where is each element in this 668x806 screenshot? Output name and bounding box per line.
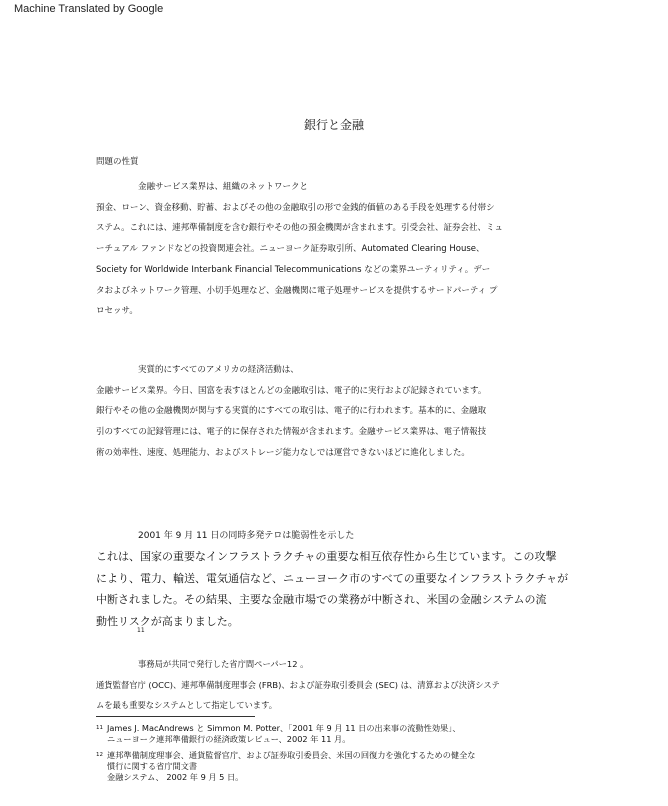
paragraph-line: 通貨監督官庁 (OCC)、連邦準備制度理事会 (FRB)、および証券取引委員会 (SEC) は、清算および決済システ (96, 679, 500, 690)
paragraph-line: により、電力、輸送、電気通信など、ニューヨーク市のすべての重要なインフラストラクチャが (96, 571, 569, 585)
paragraph-line: Society for Worldwide Interbank Financial Telecommunications などの業界ユーティリティ。デー (96, 264, 491, 275)
footnote-divider (96, 716, 255, 717)
footnote-line: ニューヨーク連邦準備銀行の経済政策レビュー、2002 年 11 月。 (107, 734, 351, 745)
paragraph-line: 事務局が共同で発行した省庁間ペーパー12 。 (138, 659, 309, 669)
paragraph-line: 金融サービス業界は、組織のネットワークと (138, 182, 309, 192)
paragraph-2 (96, 360, 556, 464)
paragraph-3-first-line: 2001 年 9 月 11 日の同時多発テロは脆弱性を示した (138, 531, 355, 541)
paragraph-line: ムを最も重要なシステムとして指定しています。 (96, 700, 278, 711)
paragraph-line: タおよびネットワーク管理、小切手処理など、金融機関に電子処理サービスを提供するサードパーティ プ (96, 285, 498, 296)
document-title: 銀行と金融 (303, 118, 364, 132)
paragraph-line: 中断されました。その結果、主要な金融市場での業務が中断され、米国の金融システムの流 (96, 593, 547, 606)
footnote-line: 慣行に関する省庁間文書 (107, 761, 198, 772)
paragraph-line: 術の効率性、速度、処理能力、およびストレージ能力なしでは運営できないほどに進化しました。 (96, 447, 470, 458)
footnote-number: 12 (96, 752, 103, 758)
section-heading: 問題の性質 (96, 157, 139, 167)
paragraph-3 (96, 546, 568, 632)
machine-translation-notice: Machine Translated by Google (14, 3, 164, 15)
footnote-number: 11 (96, 725, 103, 731)
footnote-11 (96, 723, 461, 745)
paragraph-4 (96, 654, 556, 716)
paragraph-line: 銀行やその他の金融機関が関与する実質的にすべての取引は、電子的に行われます。基本的に、金融取 (96, 406, 487, 417)
footnote-line: 金融システム、 2002 年 9 月 5 日。 (107, 772, 244, 783)
paragraph-line: 動性リスクが高まりました。 (96, 614, 239, 628)
footnote-line: 連邦準備制度理事会、通貨監督官庁、および証券取引委員会、米国の回復力を強化するための健全な (107, 750, 476, 760)
paragraph-line: 金融サービス業界。今日、国富を表すほとんどの金融取引は、電子的に実行および記録されています。 (96, 385, 487, 396)
paragraph-line: これは、国家の重要なインフラストラクチャの重要な相互依存性から生じています。この攻撃 (96, 550, 557, 563)
paragraph-1 (96, 177, 556, 322)
paragraph-line: ロセッサ。 (96, 306, 138, 317)
footnote-line: James J. MacAndrews と Simmon M. Potter、「2001 年 9 月 11 日の出来事の流動性効果」、 (107, 723, 461, 733)
paragraph-line: ーチュアル ファンドなどの投資関連会社。ニューヨーク証券取引所、Automated Clearing House、 (96, 244, 485, 255)
paragraph-line: ステム。これには、連邦準備制度を含む銀行やその他の預金機関が含まれます。引受会社、証券会社、ミュ (96, 223, 503, 234)
paragraph-line: 実質的にすべてのアメリカの経済活動は、 (138, 365, 299, 375)
paragraph-line: 引のすべての記録管理には、電子的に保存された情報が含まれます。金融サービス業界は、電子情報技 (96, 427, 487, 438)
footnote-marker: 11 (137, 627, 145, 634)
paragraph-line: 預金、ローン、資金移動、貯蓄、およびその他の金融取引の形で金銭的価値のある手段を処理する付帯シ (96, 202, 495, 213)
footnote-12 (96, 750, 475, 784)
